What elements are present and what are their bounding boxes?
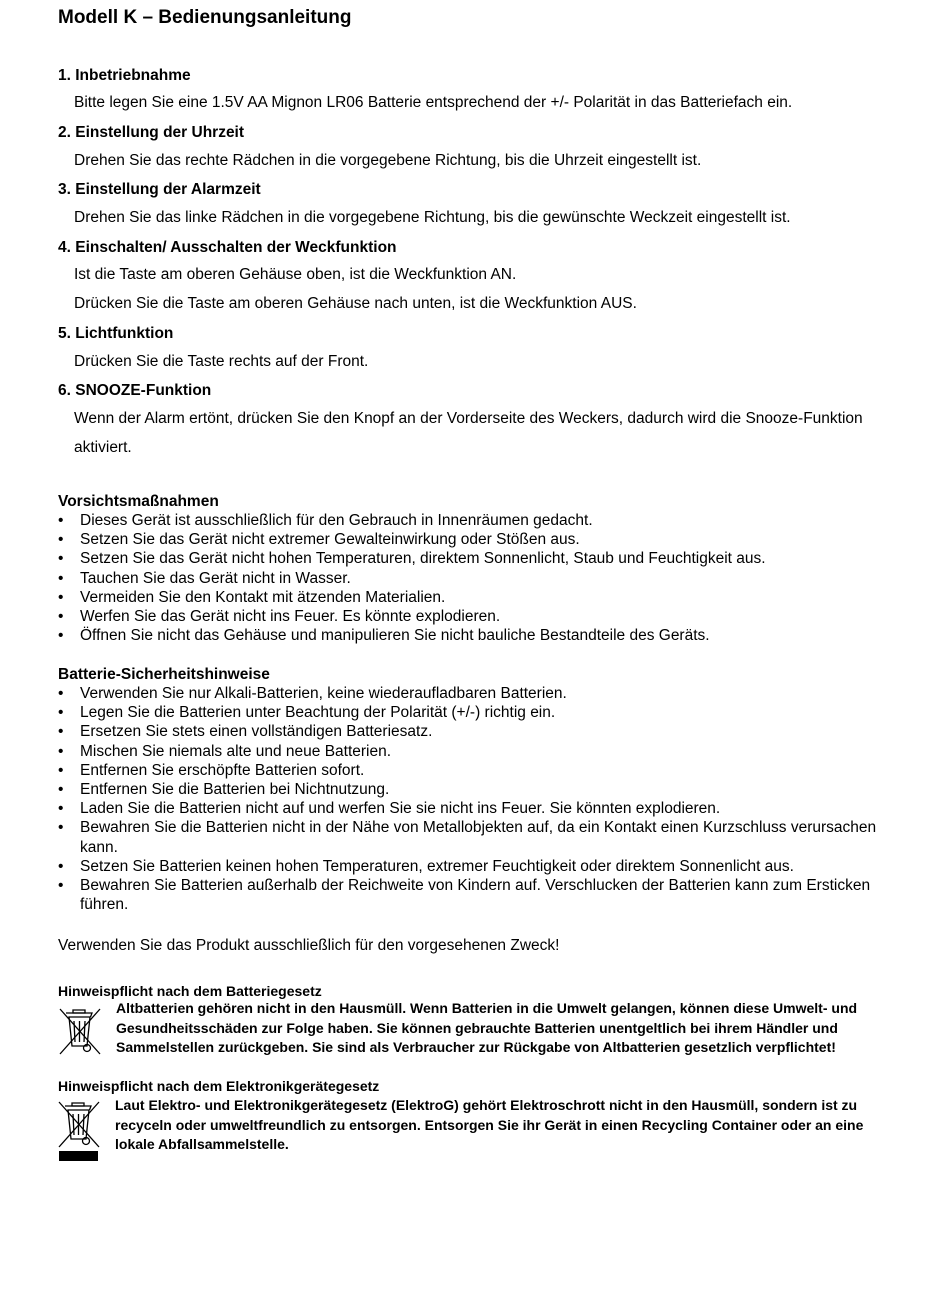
section-text-weckfunktion-aus: Drücken Sie die Taste am oberen Gehäuse nach unten, ist die Weckfunktion AUS. [74, 295, 637, 312]
battery-safety-heading: Batterie-Sicherheitshinweise [58, 666, 270, 683]
list-item [58, 549, 908, 568]
list-item [58, 876, 908, 914]
list-item-text: Legen Sie die Batterien unter Beachtung der Polarität (+/-) richtig ein. [80, 704, 556, 722]
list-item [58, 684, 908, 703]
list-item-text: Setzen Sie das Gerät nicht extremer Gewalteinwirkung oder Stößen aus. [80, 531, 580, 549]
bullet-glyph: • [58, 608, 64, 626]
list-item-text: Setzen Sie Batterien keinen hohen Temperaturen, extremer Feuchtigkeit oder direktem Sonnenlicht aus. [80, 857, 794, 875]
list-item [58, 530, 908, 549]
section-heading-alarmzeit: 3. Einstellung der Alarmzeit [58, 181, 261, 198]
section-heading-uhrzeit: 2. Einstellung der Uhrzeit [58, 124, 245, 141]
list-item-text: Entfernen Sie erschöpfte Batterien sofort. [80, 761, 365, 779]
list-item [58, 799, 908, 818]
list-item [58, 818, 908, 856]
list-item-text: Verwenden Sie nur Alkali-Batterien, keine wiederaufladbaren Batterien. [80, 685, 567, 702]
list-item-text: Laden Sie die Batterien nicht auf und werfen Sie sie nicht ins Feuer. Sie könnten explodieren. [80, 800, 721, 818]
section-text-inbetriebnahme: Bitte legen Sie eine 1.5V AA Mignon LR06 Batterie entsprechend der +/- Polarität in das Batteriefach ein. [74, 94, 793, 111]
battery-law-heading: Hinweispflicht nach dem Batteriegesetz [58, 983, 322, 999]
list-item [58, 626, 908, 645]
precautions-list [58, 511, 908, 645]
bullet-glyph: • [58, 742, 64, 760]
section-text-lichtfunktion: Drücken Sie die Taste rechts auf der Front. [74, 353, 369, 370]
section-heading-snooze: 6. SNOOZE-Funktion [58, 382, 212, 399]
crossed-out-wheelie-bin-with-bar-icon [56, 1100, 102, 1164]
list-item-text: Tauchen Sie das Gerät nicht in Wasser. [80, 569, 351, 587]
bullet-glyph: • [58, 704, 64, 722]
bullet-glyph: • [58, 550, 64, 568]
list-item [58, 761, 908, 780]
bullet-glyph: • [58, 627, 64, 645]
battery-law-text: Altbatterien gehören nicht in den Hausmüll. Wenn Batterien in die Umwelt gelangen, können diese Umwelt- und Gesundheitsschäden zur Folge haben. Sie können gebrauchte Batterien unentgeltlich bei ihrem Händler und Sammelstellen zurückgeben. Sie sind als Verbraucher zur Rückgabe von Altbatterien gesetzlich verpflichtet! [116, 1000, 858, 1055]
list-item-text: Dieses Gerät ist ausschließlich für den Gebrauch in Innenräumen gedacht. [80, 512, 593, 529]
battery-safety-list [58, 684, 908, 914]
list-item [58, 857, 908, 876]
list-item [58, 607, 908, 626]
bullet-glyph: • [58, 857, 64, 875]
list-item [58, 780, 908, 799]
list-item-text: Werfen Sie das Gerät nicht ins Feuer. Es könnte explodieren. [80, 608, 501, 626]
list-item [58, 742, 908, 761]
section-text-alarmzeit: Drehen Sie das linke Rädchen in die vorgegebene Richtung, bis die gewünschte Weckzeit eingestellt ist. [74, 209, 791, 226]
list-item-text: Setzen Sie das Gerät nicht hohen Temperaturen, direktem Sonnenlicht, Staub und Feuchtigkeit aus. [80, 550, 766, 568]
section-text-uhrzeit: Drehen Sie das rechte Rädchen in die vorgegebene Richtung, bis die Uhrzeit eingestellt ist. [74, 152, 702, 169]
bullet-glyph: • [58, 761, 64, 779]
bullet-glyph: • [58, 877, 64, 895]
list-item-text: Entfernen Sie die Batterien bei Nichtnutzung. [80, 781, 390, 799]
bullet-glyph: • [58, 781, 64, 799]
purpose-note: Verwenden Sie das Produkt ausschließlich für den vorgesehenen Zweck! [58, 937, 560, 954]
section-text-snooze: Wenn der Alarm ertönt, drücken Sie den Knopf an der Vorderseite des Weckers, dadurch wird die Snooze-Funktion aktiviert. [74, 410, 863, 456]
section-text-weckfunktion-an: Ist die Taste am oberen Gehäuse oben, ist die Weckfunktion AN. [74, 266, 517, 283]
bullet-glyph: • [58, 800, 64, 818]
list-item [58, 703, 908, 722]
precautions-heading: Vorsichtsmaßnahmen [58, 493, 219, 510]
list-item [58, 722, 908, 741]
bullet-glyph: • [58, 723, 64, 741]
bullet-glyph: • [58, 512, 64, 529]
crossed-out-wheelie-bin-icon [57, 1004, 103, 1056]
bullet-glyph: • [58, 819, 64, 837]
precautions-block [58, 492, 908, 645]
list-item-text: Öffnen Sie nicht das Gehäuse und manipulieren Sie nicht bauliche Bestandteile des Geräts. [80, 627, 710, 645]
list-item-text: Bewahren Sie Batterien außerhalb der Reichweite von Kindern auf. Verschlucken der Batterien kann zum Ersticken führen. [80, 877, 871, 914]
list-item [58, 569, 908, 588]
electronics-law-heading: Hinweispflicht nach dem Elektronikgerätegesetz [58, 1078, 380, 1094]
battery-safety-block [58, 665, 908, 914]
list-item-text: Bewahren Sie die Batterien nicht in der Nähe von Metallobjekten auf, da ein Kontakt einen Kurzschluss verursachen kann. [80, 819, 877, 856]
electronics-law-text: Laut Elektro- und Elektronikgerätegesetz (ElektroG) gehört Elektroschrott nicht in den Hausmüll, sondern ist zu recyceln oder umweltfreundlich zu entsorgen. Entsorgen Sie ihr Gerät in einen Recycling Container oder an eine lokale Abfallsammelstelle. [115, 1097, 864, 1152]
list-item-text: Ersetzen Sie stets einen vollständigen Batteriesatz. [80, 723, 433, 741]
section-heading-weckfunktion: 4. Einschalten/ Ausschalten der Weckfunktion [58, 239, 397, 256]
list-item-text: Mischen Sie niemals alte und neue Batterien. [80, 742, 392, 760]
section-heading-lichtfunktion: 5. Lichtfunktion [58, 325, 174, 342]
list-item [58, 588, 908, 607]
bullet-glyph: • [58, 531, 64, 549]
bullet-glyph: • [58, 685, 64, 702]
section-heading-inbetriebnahme: 1. Inbetriebnahme [58, 67, 191, 84]
bullet-glyph: • [58, 569, 64, 587]
page-title: Modell K – Bedienungsanleitung [58, 7, 352, 28]
list-item-text: Vermeiden Sie den Kontakt mit ätzenden Materialien. [80, 588, 446, 606]
list-item [58, 511, 908, 530]
bullet-glyph: • [58, 588, 64, 606]
